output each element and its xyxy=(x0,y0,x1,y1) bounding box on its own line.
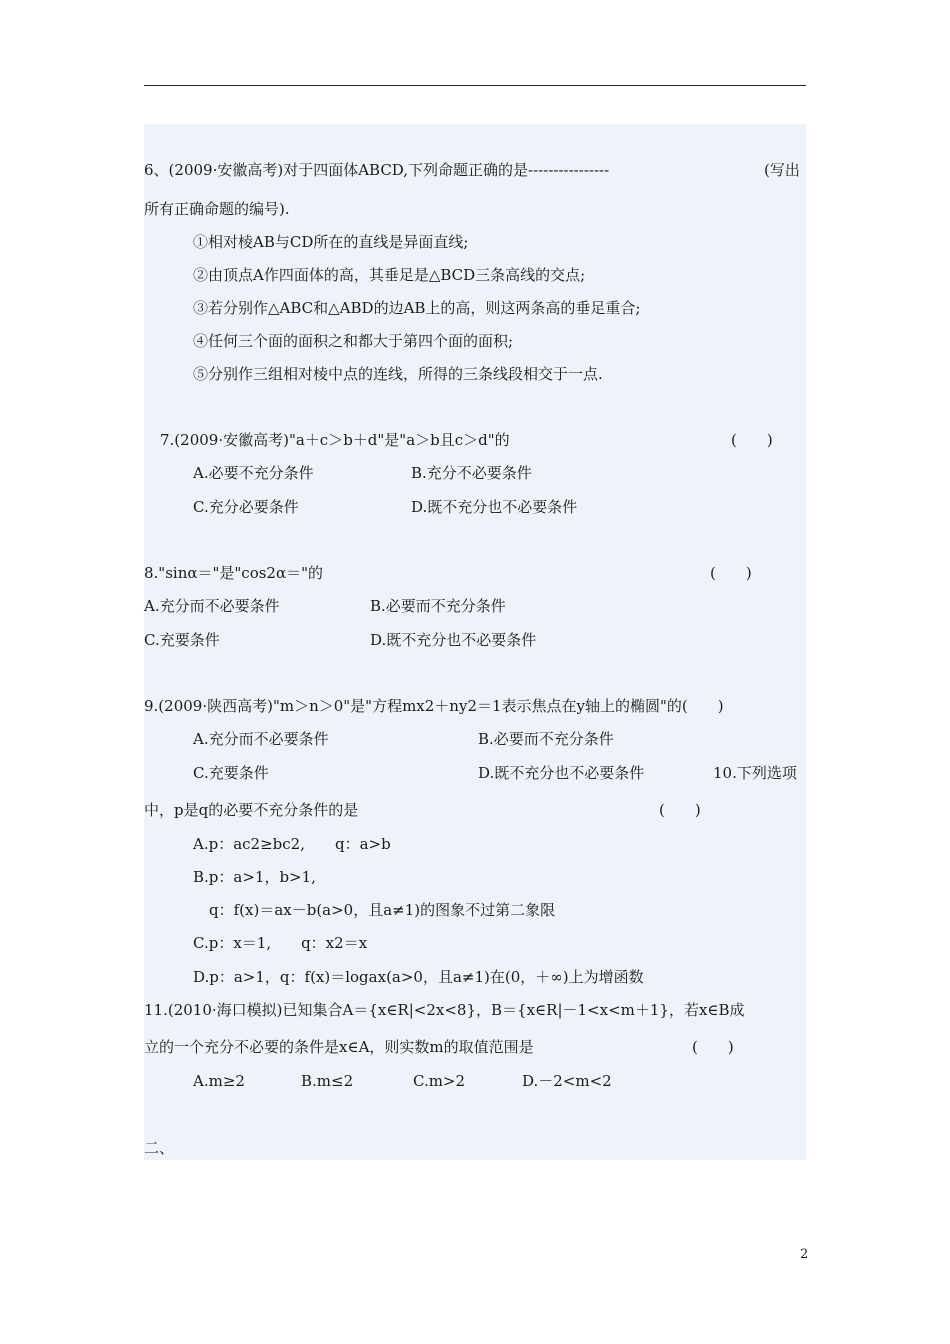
q6-stem-line2: 所有正确命题的编号). xyxy=(144,200,290,218)
q9-option-d: D.既不充分也不必要条件 xyxy=(478,764,645,782)
q10-answer-paren: ( ) xyxy=(659,801,701,819)
q11-option-d: D.－2<m<2 xyxy=(522,1072,612,1090)
q8-option-c: C.充要条件 xyxy=(144,631,220,649)
q11-option-a: A.m≥2 xyxy=(193,1072,245,1090)
q7-answer-paren: ( ) xyxy=(731,431,773,449)
q6-stem-line1: 6、(2009·安徽高考)对于四面体ABCD,下列命题正确的是---------------- xyxy=(144,161,610,179)
q11-stem-line1: 11.(2010·海口模拟)已知集合A＝{x∈R|<2x<8}，B＝{x∈R|－1<x<m＋1}，若x∈B成 xyxy=(144,1001,745,1019)
q11-stem-line2: 立的一个充分不必要的条件是x∈A，则实数m的取值范围是 xyxy=(144,1038,534,1056)
q6-item-1: ①相对棱AB与CD所在的直线是异面直线; xyxy=(193,233,469,251)
q10-option-b-line2: q：f(x)＝ax－b(a>0，且a≠1)的图象不过第二象限 xyxy=(209,901,556,919)
q9-option-c: C.充要条件 xyxy=(193,764,269,782)
q11-answer-paren: ( ) xyxy=(692,1038,734,1056)
q7-option-a: A.必要不充分条件 xyxy=(193,464,314,482)
q8-answer-paren: ( ) xyxy=(710,564,752,582)
q10-option-c: C.p：x＝1, q：x2＝x xyxy=(193,934,368,952)
q8-stem: 8."sinα＝"是"cos2α＝"的 xyxy=(144,564,323,582)
q7-option-c: C.充分必要条件 xyxy=(193,498,299,516)
q6-item-5: ⑤分别作三组相对棱中点的连线，所得的三条线段相交于一点. xyxy=(193,365,603,383)
page-number: 2 xyxy=(800,1247,809,1262)
q8-option-a: A.充分而不必要条件 xyxy=(144,597,280,615)
q11-option-c: C.m>2 xyxy=(413,1072,466,1090)
q6-item-4: ④任何三个面的面积之和都大于第四个面的面积; xyxy=(193,332,514,350)
q9-option-b: B.必要而不充分条件 xyxy=(478,730,614,748)
q11-option-b: B.m≤2 xyxy=(301,1072,354,1090)
q10-option-a: A.p：ac2≥bc2, q：a>b xyxy=(193,835,391,853)
q10-stem-cont: 中，p是q的必要不充分条件的是 xyxy=(144,801,359,819)
q9-stem: 9.(2009·陕西高考)"m＞n＞0"是"方程mx2＋ny2＝1表示焦点在y轴上的椭圆"的( ) xyxy=(144,697,724,715)
q7-stem: 7.(2009·安徽高考)"a＋c＞b＋d"是"a＞b且c＞d"的 xyxy=(160,431,510,449)
q8-option-b: B.必要而不充分条件 xyxy=(370,597,506,615)
section-two-heading: 二、 xyxy=(144,1139,175,1157)
q7-option-b: B.充分不必要条件 xyxy=(411,464,532,482)
q10-stem-start: 10.下列选项 xyxy=(713,764,797,782)
q6-item-3: ③若分别作△ABC和△ABD的边AB上的高，则这两条高的垂足重合; xyxy=(193,299,641,317)
q6-item-2: ②由顶点A作四面体的高，其垂足是△BCD三条高线的交点; xyxy=(193,266,586,284)
q9-option-a: A.充分而不必要条件 xyxy=(193,730,329,748)
q10-option-b-line1: B.p：a>1，b>1, xyxy=(193,868,316,886)
q8-option-d: D.既不充分也不必要条件 xyxy=(370,631,537,649)
q6-stem-line1-tail: (写出 xyxy=(764,161,800,179)
q7-option-d: D.既不充分也不必要条件 xyxy=(411,498,578,516)
q10-option-d: D.p：a>1，q：f(x)＝logax(a>0，且a≠1)在(0，＋∞)上为增函数 xyxy=(193,968,644,986)
header-rule xyxy=(144,85,806,86)
